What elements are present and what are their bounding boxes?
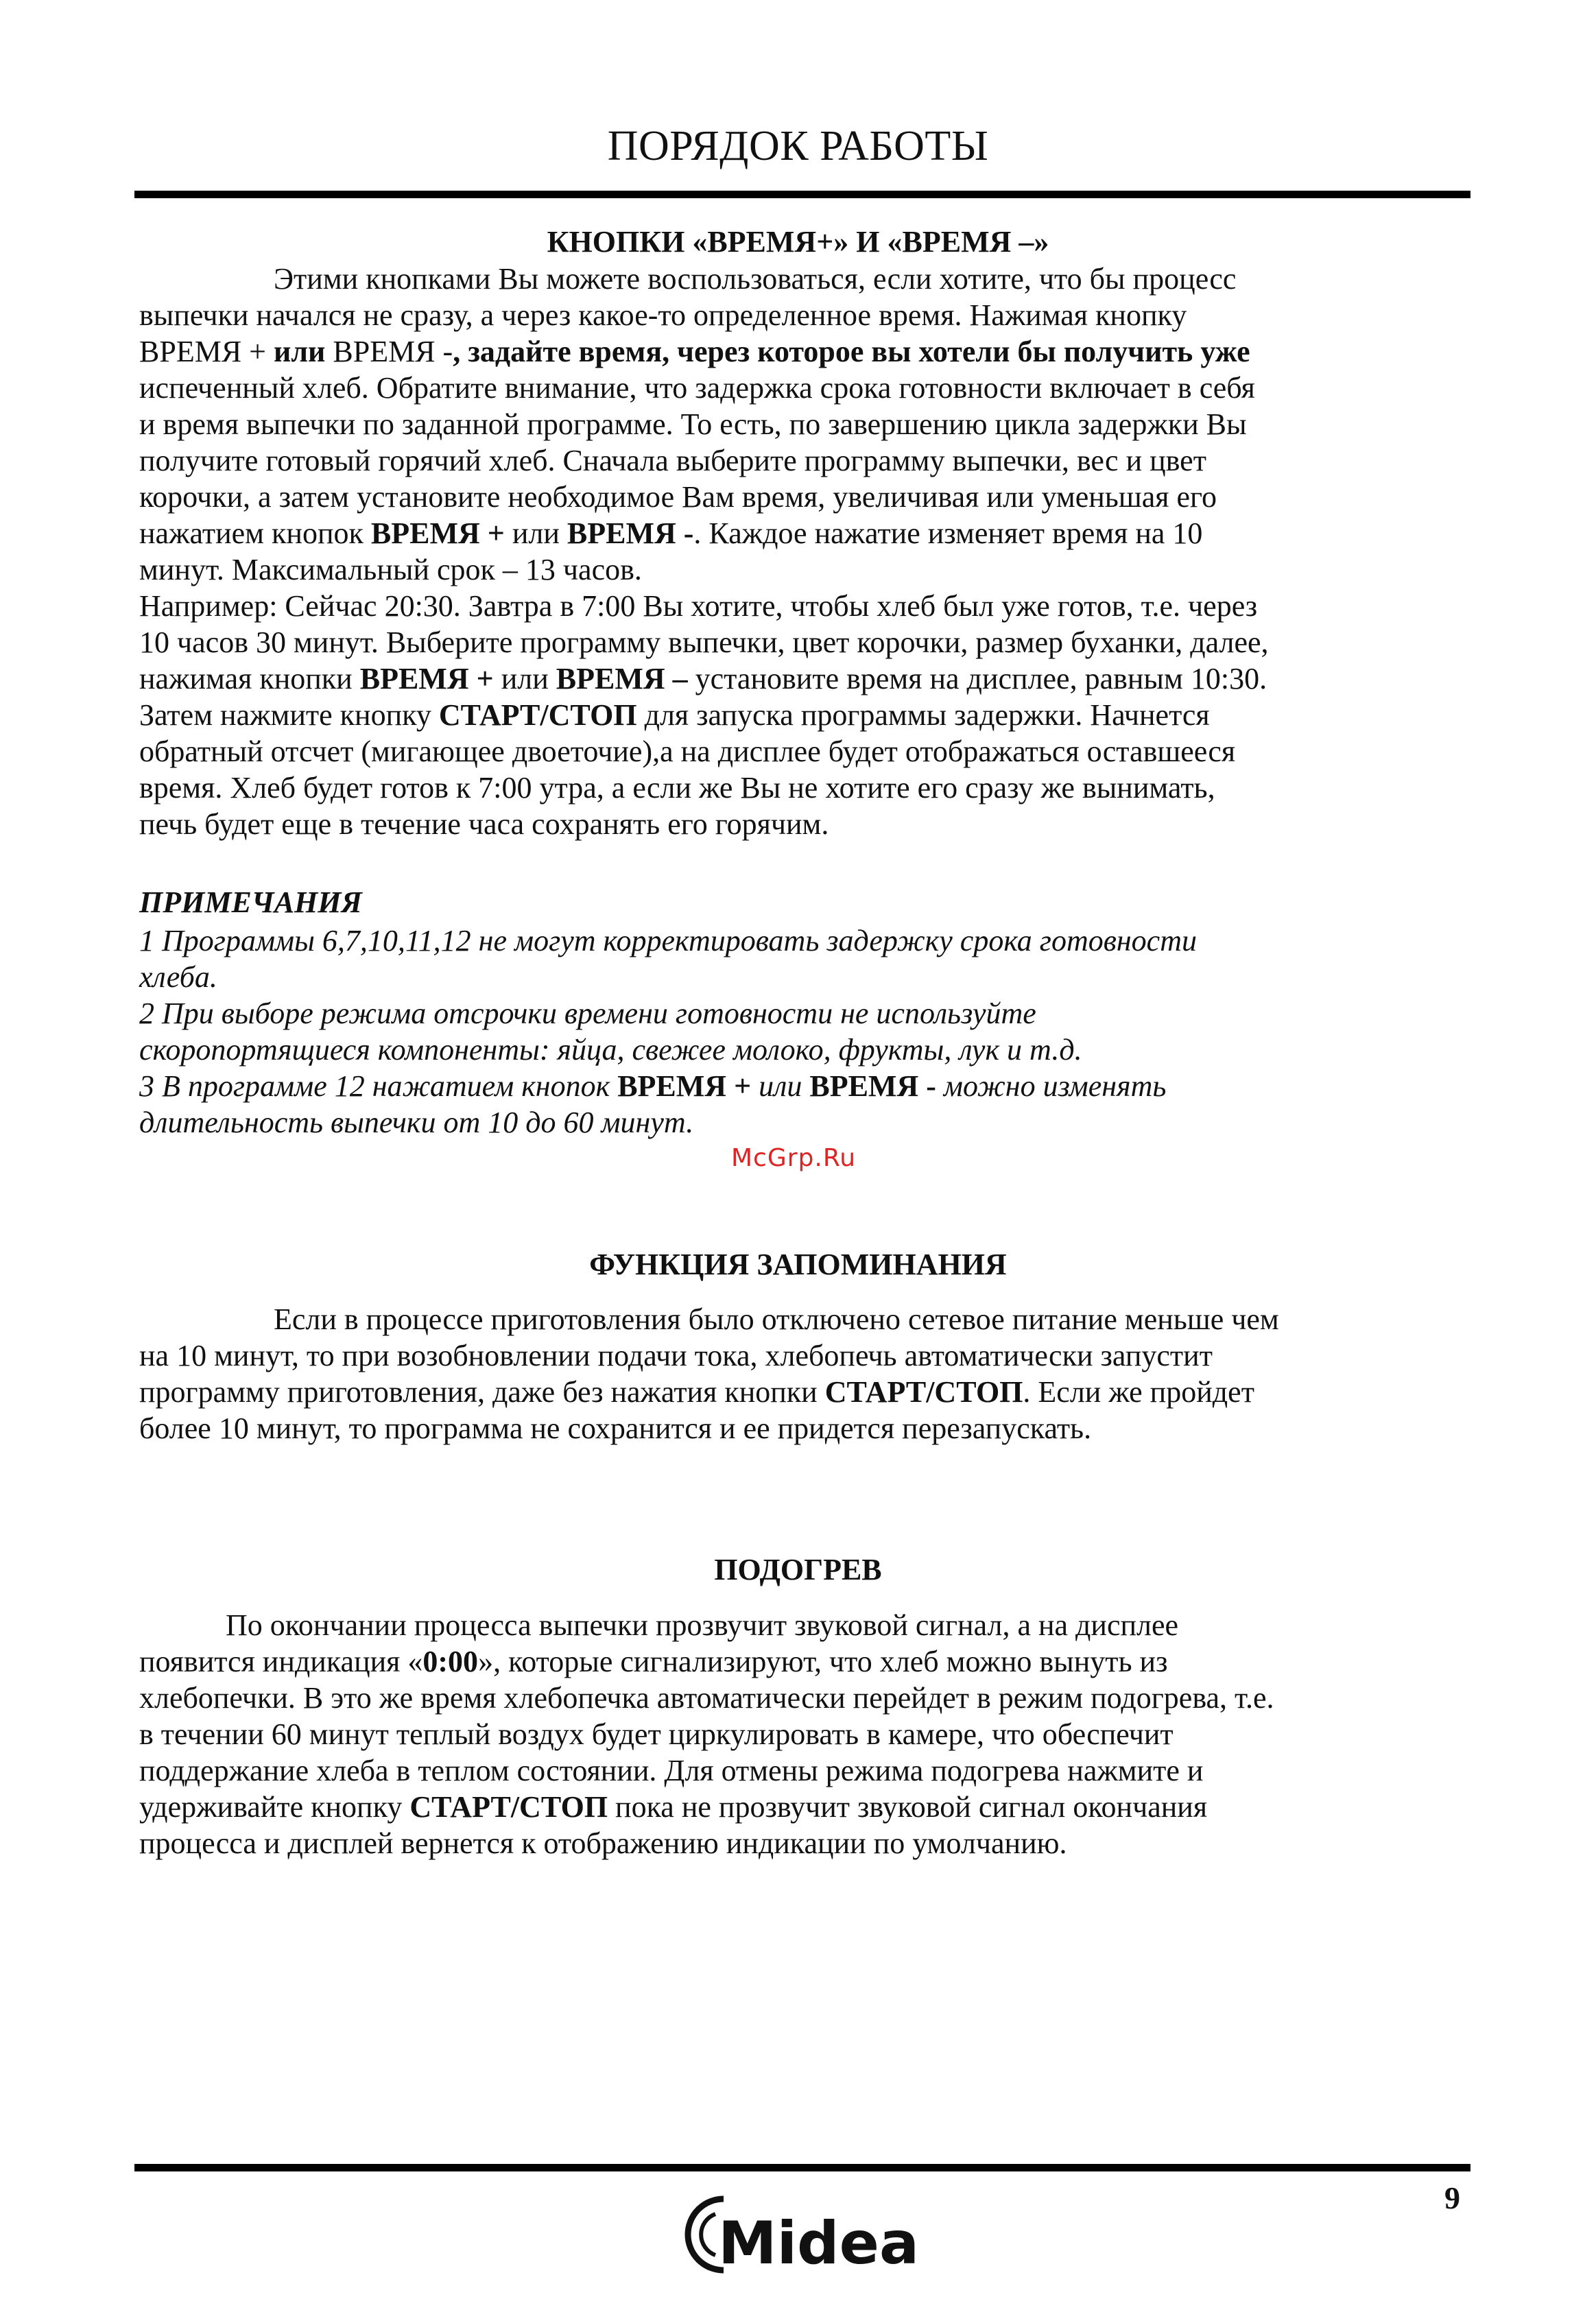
button-name-emphasis: ВРЕМЯ - xyxy=(809,1069,936,1103)
brand-wordmark: Midea xyxy=(718,2209,919,2278)
page-title: ПОРЯДОК РАБОТЫ xyxy=(607,123,989,169)
button-name-emphasis: ВРЕМЯ + xyxy=(359,662,494,695)
text-line: 2 При выборе режима отсрочки времени готовности не используйте xyxy=(139,997,1036,1030)
watermark: McGrp.Ru xyxy=(731,1144,857,1172)
text-line: и время выпечки по заданной программе. То есть, по завершению цикла задержки Вы xyxy=(139,407,1247,441)
text-line: хлеба. xyxy=(139,960,217,994)
text-segment: нажимая кнопки xyxy=(139,662,360,695)
text-line: более 10 минут, то программа не сохранится и ее придется перезапускать. xyxy=(139,1412,1092,1445)
text-line: По окончании процесса выпечки прозвучит звуковой сигнал, а на дисплее xyxy=(226,1608,1179,1642)
text-line: Если в процессе приготовления было отключено сетевое питание меньше чем xyxy=(274,1302,1279,1336)
paragraph-time-buttons xyxy=(139,261,1484,842)
section-title-memory: ФУНКЦИЯ ЗАПОМИНАНИЯ xyxy=(589,1248,1007,1281)
text-segment: . Каждое нажатие изменяет время на 10 xyxy=(693,516,1203,550)
text-segment: или xyxy=(493,662,556,695)
text-line xyxy=(139,1374,1484,1410)
text-segment: удерживайте кнопку xyxy=(139,1790,410,1824)
section-title-warming: ПОДОГРЕВ xyxy=(714,1553,882,1586)
button-name-emphasis: или xyxy=(265,335,333,368)
text-segment: или xyxy=(504,516,567,550)
notes-title: ПРИМЕЧАНИЯ xyxy=(139,885,362,919)
text-segment: ВРЕМЯ + xyxy=(139,335,266,368)
text-line: на 10 минут, то при возобновлении подачи тока, хлебопечь автоматически запустит xyxy=(139,1339,1213,1372)
text-line xyxy=(139,660,1484,697)
text-line: хлебопечки. В это же время хлебопечка автоматически перейдет в режим подогрева, т.е. xyxy=(139,1681,1274,1715)
text-line: испеченный хлеб. Обратите внимание, что задержка срока готовности включает в себя xyxy=(139,371,1255,405)
text-line: время. Хлеб будет готов к 7:00 утра, а если же Вы не хотите его сразу же вынимать, xyxy=(139,771,1215,805)
text-segment: ВРЕМЯ - xyxy=(333,335,453,368)
button-name-emphasis: ВРЕМЯ + xyxy=(370,516,505,550)
text-line xyxy=(139,1789,1484,1825)
text-line: в течении 60 минут теплый воздух будет циркулировать в камере, что обеспечит xyxy=(139,1717,1174,1751)
button-name-emphasis: СТАРТ/СТОП xyxy=(824,1375,1023,1409)
text-segment: пока не прозвучит звуковой сигнал окончания xyxy=(608,1790,1208,1824)
text-line: минут. Максимальный срок – 13 часов. xyxy=(139,553,642,586)
section-title-time-buttons: КНОПКИ «ВРЕМЯ+» И «ВРЕМЯ –» xyxy=(547,225,1049,259)
text-segment: для запуска программы задержки. Начнется xyxy=(636,698,1210,732)
text-line: Этими кнопками Вы можете воспользоваться, если хотите, что бы процесс xyxy=(274,262,1237,296)
text-line xyxy=(139,515,1484,551)
paragraph-warming xyxy=(139,1607,1484,1861)
text-segment: или xyxy=(751,1069,810,1103)
text-line: Например: Сейчас 20:30. Завтра в 7:00 Вы хотите, чтобы хлеб был уже готов, т.е. через xyxy=(139,589,1258,623)
button-name-emphasis: СТАРТ/СТОП xyxy=(438,698,637,732)
text-line: получите готовый горячий хлеб. Сначала выберите программу выпечки, вес и цвет xyxy=(139,444,1206,477)
page-number: 9 xyxy=(1444,2180,1460,2215)
button-name-emphasis: СТАРТ/СТОП xyxy=(409,1790,608,1824)
text-line: обратный отсчет (мигающее двоеточие),а на дисплее будет отображаться оставшееся xyxy=(139,735,1236,768)
text-line: корочки, а затем установите необходимое Вам время, увеличивая или уменьшая его xyxy=(139,480,1217,514)
text-segment: программу приготовления, даже без нажатия кнопки xyxy=(139,1375,825,1409)
text-segment: установите время на дисплее, равным 10:30. xyxy=(687,662,1267,695)
button-name-emphasis: ВРЕМЯ + xyxy=(617,1069,752,1103)
text-segment: . Если же пройдет xyxy=(1023,1375,1254,1409)
button-name-emphasis: ВРЕМЯ – xyxy=(556,662,688,695)
text-segment: появится индикация « xyxy=(139,1645,423,1678)
notes-list xyxy=(139,922,1484,1141)
text-line: процесса и дисплей вернется к отображению индикации по умолчанию. xyxy=(139,1826,1067,1860)
text-line xyxy=(139,697,1484,733)
header-rule xyxy=(134,191,1470,198)
text-line xyxy=(139,333,1484,370)
button-name-emphasis: ВРЕМЯ - xyxy=(567,516,694,550)
text-line xyxy=(139,1643,1484,1680)
text-segment: », которые сигнализируют, что хлеб можно вынуть из xyxy=(478,1645,1168,1678)
text-line: 10 часов 30 минут. Выберите программу выпечки, цвет корочки, размер буханки, далее, xyxy=(139,626,1269,659)
button-name-emphasis: , задайте время, через которое вы хотели бы получить уже xyxy=(453,335,1250,368)
text-line xyxy=(139,1068,1484,1104)
text-line: выпечки начался не сразу, а через какое-то определенное время. Нажимая кнопку xyxy=(139,298,1187,332)
paragraph-memory xyxy=(139,1301,1484,1446)
text-segment: можно изменять xyxy=(936,1069,1167,1103)
text-segment: нажатием кнопок xyxy=(139,516,371,550)
button-name-emphasis: 0:00 xyxy=(422,1645,479,1678)
text-segment: Затем нажмите кнопку xyxy=(139,698,439,732)
footer-rule xyxy=(134,2164,1470,2171)
text-line: скоропортящиеся компоненты: яйца, свежее молоко, фрукты, лук и т.д. xyxy=(139,1033,1082,1067)
text-line: 1 Программы 6,7,10,11,12 не могут корректировать задержку срока готовности xyxy=(139,924,1197,957)
text-line: длительность выпечки от 10 до 60 минут. xyxy=(139,1106,694,1139)
midea-logo-icon xyxy=(676,2187,929,2283)
text-line: поддержание хлеба в теплом состоянии. Для отмены режима подогрева нажмите и xyxy=(139,1754,1204,1787)
text-segment: 3 В программе 12 нажатием кнопок xyxy=(139,1069,618,1103)
text-line: печь будет еще в течение часа сохранять его горячим. xyxy=(139,807,829,841)
